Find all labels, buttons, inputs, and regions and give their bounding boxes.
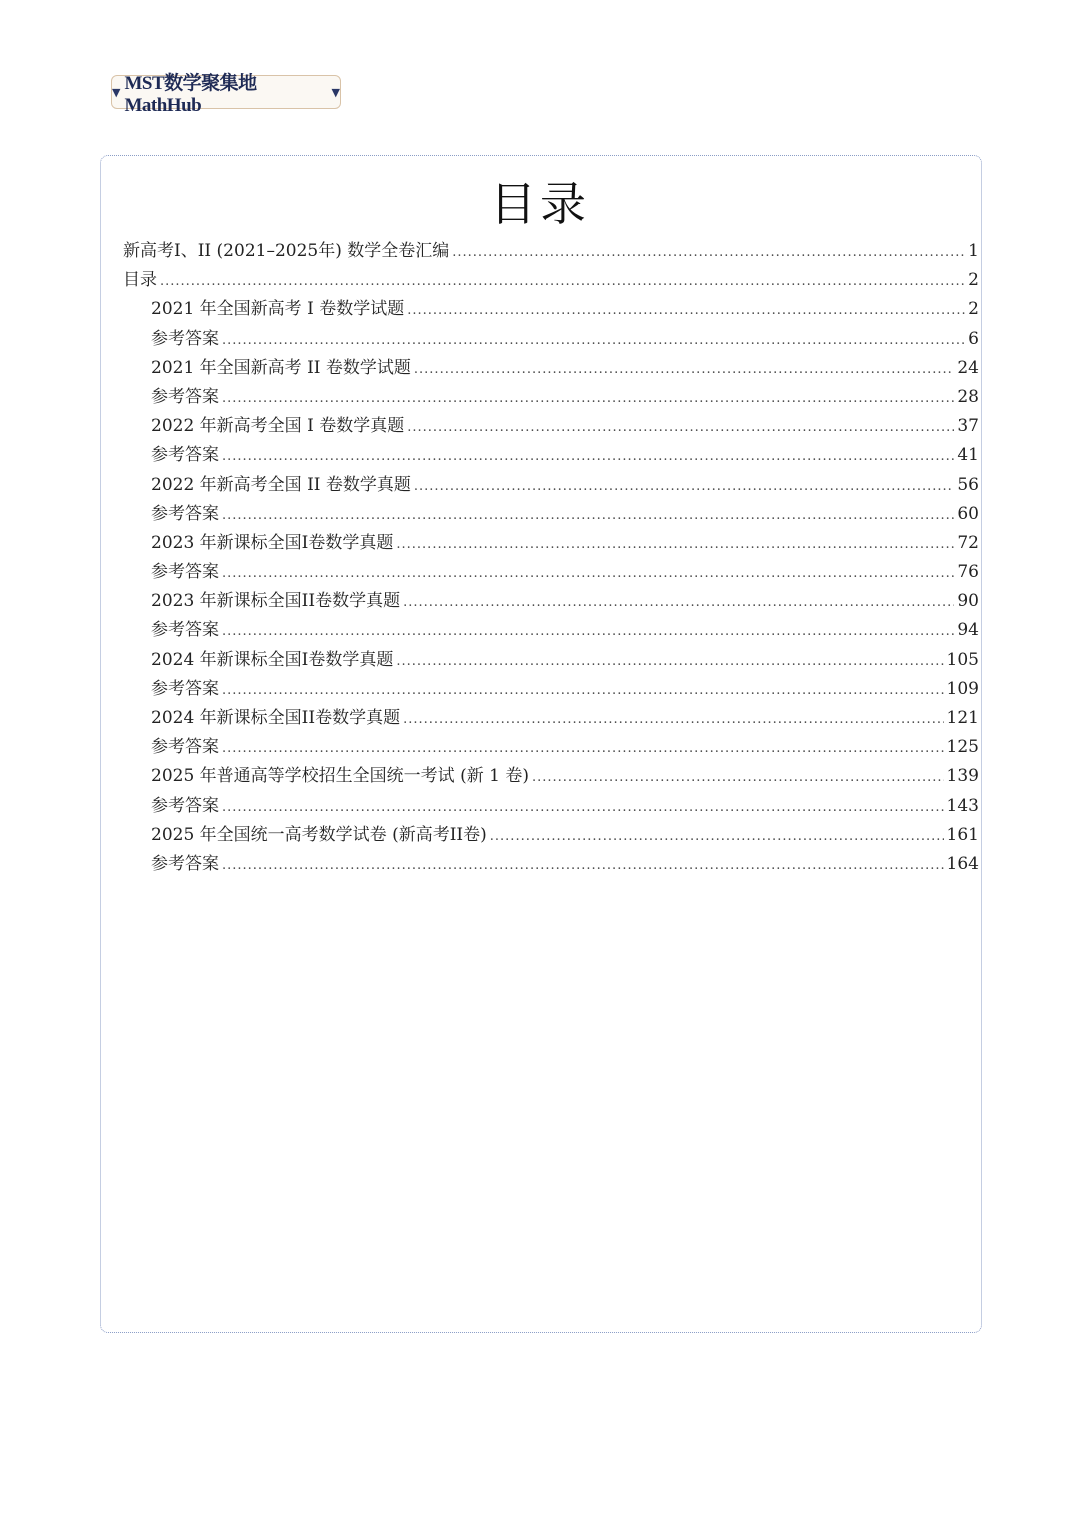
toc-leader-dots [414,479,954,494]
toc-entry-label: 2022 年新高考全国 I 卷数学真题 [151,416,405,437]
triangle-down-icon: ▼ [331,85,340,99]
toc-entry-page: 56 [957,474,979,495]
triangle-down-icon: ▼ [112,85,121,99]
toc-entry[interactable] [123,645,979,674]
toc-entry-label: 2021 年全国新高考 I 卷数学试题 [151,299,405,320]
toc-entry[interactable] [123,382,979,411]
toc-leader-dots [222,566,954,581]
toc-entry[interactable] [123,615,979,644]
toc-leader-dots [396,654,943,669]
toc-entry-page: 2 [968,299,979,320]
toc-entry-label: 2021 年全国新高考 II 卷数学试题 [151,357,411,378]
toc-leader-dots [222,624,954,639]
toc-entry-page: 60 [957,503,979,524]
toc-entry[interactable] [123,557,979,586]
toc-entry-label: 参考答案 [151,795,219,816]
toc-leader-dots [222,858,944,873]
toc-entry[interactable] [123,294,979,323]
toc-entry-label: 2025 年普通高等学校招生全国统一考试 (新 1 卷) [151,766,529,787]
toc-leader-dots [222,800,944,815]
toc-entry-page: 143 [946,795,979,816]
toc-entry[interactable] [123,265,979,294]
toc-entry-label: 新高考I、II (2021–2025年) 数学全卷汇编 [123,241,450,261]
toc-entry[interactable] [123,528,979,557]
logo-text: MST数学聚集地MathHub [124,72,257,116]
toc-entry-page: 105 [946,649,979,670]
toc-entry-label: 参考答案 [151,503,219,524]
toc-leader-dots [407,303,965,318]
toc-leader-dots [490,829,944,844]
toc-entry-label: 参考答案 [151,386,219,407]
toc-entry-label: 参考答案 [151,562,219,583]
toc-entry[interactable] [123,236,979,265]
toc-entry[interactable] [123,470,979,499]
toc-entry-page: 94 [957,620,979,641]
toc-leader-dots [403,712,943,727]
brand-logo [111,72,341,116]
toc-entry-page: 41 [957,445,979,466]
toc-leader-dots [222,391,954,406]
toc-leader-dots [414,362,954,377]
toc-entry[interactable] [123,820,979,849]
toc-entry-page: 121 [946,708,979,728]
toc-entry-label: 2023 年新课标全国II卷数学真题 [151,591,401,612]
toc-entry[interactable] [123,324,979,353]
toc-entry-label: 2023 年新课标全国I卷数学真题 [151,532,394,553]
toc-entry[interactable] [123,499,979,528]
toc-leader-dots [452,245,965,260]
toc-entry[interactable] [123,732,979,761]
toc-entry[interactable] [123,353,979,382]
toc-entry-page: 76 [957,562,979,583]
toc-entry-label: 2025 年全国统一高考数学试卷 (新高考II卷) [151,824,487,845]
toc-entry-page: 109 [946,678,979,699]
toc-entry[interactable] [123,791,979,820]
toc-entry[interactable] [123,761,979,790]
toc-entry-page: 139 [946,766,979,787]
toc-leader-dots [222,449,954,464]
toc-entry[interactable] [123,703,979,732]
toc-leader-dots [222,508,954,523]
toc-entry-page: 125 [946,737,979,758]
toc-entry-label: 2024 年新课标全国I卷数学真题 [151,649,394,670]
toc-leader-dots [222,683,944,698]
toc-entry[interactable] [123,440,979,469]
toc-leader-dots [407,420,954,435]
toc-entry[interactable] [123,674,979,703]
toc-entry-page: 164 [946,853,979,874]
toc-entry[interactable] [123,849,979,878]
toc-entry-label: 2022 年新高考全国 II 卷数学真题 [151,474,411,495]
toc-entry-label: 参考答案 [151,328,219,349]
toc-entry[interactable] [123,411,979,440]
toc-entry-label: 参考答案 [151,678,219,699]
toc-entry-label: 参考答案 [151,445,219,466]
toc-entry-page: 72 [957,532,979,553]
toc-entry-page: 2 [968,270,979,291]
toc-entry-page: 161 [946,824,979,845]
toc-leader-dots [222,741,944,756]
toc-leader-dots [403,595,954,610]
toc-entry-page: 37 [957,416,979,437]
page-title: 目录 [490,177,590,231]
toc-leader-dots [532,770,944,785]
toc-leader-dots [160,274,965,289]
toc-entry-page: 28 [957,386,979,407]
toc-entry-page: 90 [957,591,979,612]
toc-entry-label: 参考答案 [151,737,219,758]
toc-entry-page: 24 [957,357,979,378]
toc-leader-dots [396,537,954,552]
toc-leader-dots [222,333,965,348]
table-of-contents [123,236,979,878]
toc-entry-label: 目录 [123,270,157,291]
toc-entry-label: 2024 年新课标全国II卷数学真题 [151,708,401,728]
toc-entry[interactable] [123,586,979,615]
toc-entry-page: 6 [968,328,979,349]
toc-entry-label: 参考答案 [151,853,219,874]
toc-entry-label: 参考答案 [151,620,219,641]
toc-entry-page: 1 [968,241,979,261]
